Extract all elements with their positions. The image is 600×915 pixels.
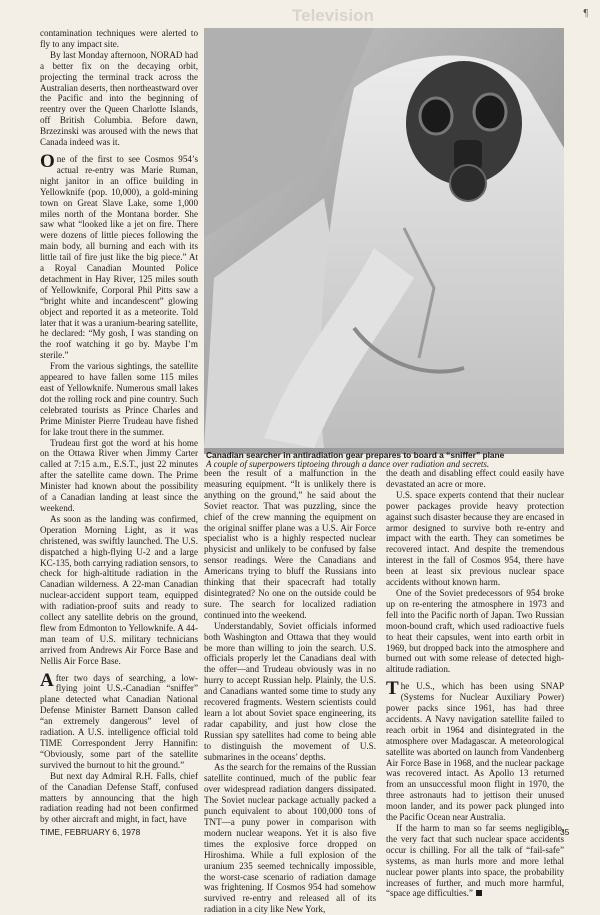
paragraph: U.S. space experts contend that their nuclear power packages provide heavy protection against such disaster because they are encased in armor designed to survive both re-entry and impact with the earth. They can sometimes be recovered intact. And despite the tremendous interest in the fall of Cosmos 954, there have been at least six previous nuclear space accidents without known harm. — [386, 489, 564, 588]
corner-mark: ¶ — [583, 8, 588, 19]
paragraph-text: fter two days of searching, a low-flying joint U.S.-Canadian “sniffer” plane detected what Canadian National Defense Minister Barnett Danson called “an extremely dangerous” level of radiation. A U.S. intelligence official told TIME Correspondent Jerry Hannifin: “Obviously, some part of the satellite survived the burnout to hit the ground.” — [40, 672, 198, 770]
column-2 — [204, 468, 376, 915]
paragraph: contamination techniques were alerted to fly to any impact site. — [40, 28, 198, 49]
paragraph: As soon as the landing was confirmed, Operation Morning Light, as it was christened, was swiftly launched. The U.S. dispatched a high-flying U-2 and a large KC-135, both carrying radiation sensors, to check for high-altitude radiation in the Canadian wilderness. A 22-man Canadian nuclear-accident support team, equipped with radiation-proof suits and ready to collect any satellite debris on the ground, flew from Edmonton to Yellowknife. A 44-man team of U.S. military technicians arrived from Andrews Air Force Base and Nellis Air Force Base. — [40, 513, 198, 666]
dropcap: T — [386, 678, 399, 700]
photo-caption-title: Canadian searcher in antiradiation gear prepares to board a “sniffer” plane — [206, 450, 505, 460]
paragraph: Trudeau first got the word at his home on the Ottawa River when Jimmy Carter called at 7:15 a.m., E.S.T., just 22 minutes after the satellite came down. The Prime Minister had known about the possibility of a Canadian landing at least since the weekend. — [40, 437, 198, 513]
footer-issue-date: TIME, FEBRUARY 6, 1978 — [40, 827, 141, 837]
paragraph: As the search for the remains of the Russian satellite continued, much of the public fear over widespread radiation dangers dissipated. The Soviet nuclear package actually packed a punch equivalent to about 100,000 tons of TNT—a puny power in comparison with modern nuclear weapons. Yet it is also five times the explosive force dropped on Hiroshima. While a full explosion of the uranium 235 seemed technically impossible, the worst-case scenario of radiation damage was frightening. If Cosmos 954 had somehow survived re-entry and released all of its radiation in a city like New York, — [204, 762, 376, 915]
column-1 — [40, 28, 198, 825]
paragraph-dropcap — [40, 669, 198, 771]
paragraph-final — [386, 823, 564, 899]
paragraph-text: he U.S., which has been using SNAP (Systems for Nuclear Auxiliary Power) power packs since 1961, has had three accidents. A Navy navigation satellite failed to reach orbit in 1964 and disintegrated in the atmosphere over Madagascar. A meteorological satellite was aborted on launch from Vandenberg Air Force Base in 1968, and the nuclear package was recovered intact. As Apollo 13 returned from an unsuccessful moon flight in 1970, the three astronauts had to jettison their unused moon lander, and its power pack plunged into the Pacific Ocean near Australia. — [386, 681, 564, 823]
photo-illustration — [204, 28, 564, 448]
column-3 — [386, 468, 564, 899]
paragraph-text: If the harm to man so far seems negligible, the very fact that such nuclear space accidents occur is chilling. For all the talk of “fail-safe” systems, as man hurls more and more lethal nuclear power plants into space, the probability increases of further, and much more harmful, “space age difficulties.” — [386, 823, 564, 899]
paragraph-text: ne of the first to see Cosmos 954’s actual re-entry was Marie Ruman, night janitor in an office building in Yellowknife (pop. 10,000), a gold-mining town on Great Slave Lake, some 1,000 miles north of the Montana border. She saw what “looked like a jet on fire. There were dozens of little pieces following the main body, all burning and each with its little tail of fire just like the big piece.” At a Royal Canadian Mounted Police detachment in Hay River, 125 miles south of Yellowknife, Corporal Phil Pitts saw a “bright white and incandescent” glowing object and reported it as a meteorite. Told later that it was a uranium-bearing satellite, he declared: “My gosh, I was standing on the roof watching it go by. Maybe I’m sterile.” — [40, 153, 198, 361]
paragraph: Understandably, Soviet officials informed both Washington and Ottawa that they would be more than willing to join the search. U.S. officials properly let the Canadians deal with the offer—and Trudeau obviously was in no hurry to accept Russian help. Plainly, the U.S. and Canadians wanted some time to study any recovered fragments. Western scientists could learn a lot about Soviet space engineering, its radar capability, and just how close the Russian spy satellites had come to being able to distinguish the movement of U.S. submarines in the oceans’ depths. — [204, 620, 376, 762]
photo-antiradiation-searcher — [204, 28, 564, 454]
paragraph: But next day Admiral R.H. Falls, chief of the Canadian Defense Staff, confused matters by announcing that the high radiation reading had not been confirmed by other aircraft and might, in fact, have — [40, 770, 198, 825]
dropcap: O — [40, 150, 55, 172]
paragraph: the death and disabling effect could easily have devastated an acre or more. — [386, 468, 564, 489]
section-watermark: Television — [292, 6, 374, 25]
paragraph-dropcap — [386, 678, 564, 823]
photo-caption-text: A couple of superpowers tiptoeing through a dance over radiation and secrets. — [206, 459, 490, 469]
end-of-article-mark — [476, 890, 482, 896]
dropcap: A — [40, 669, 54, 691]
page-number: 35 — [560, 827, 570, 837]
paragraph-dropcap — [40, 150, 198, 361]
paragraph: been the result of a malfunction in the measuring equipment. “It is unlikely there is anything on the ground,” he said about the Soviet reactor. That was puzzling, since the chief of the crew manning the equipment on the original sniffer plane was a U.S. Air Force specialist who is a highly respected nuclear physicist and unlikely to be confused by false sensor readings. Were the Canadians and Americans trying to bluff the Russians into thinking that their spacecraft had totally disintegrated? No one on the outside could be sure. The search for localized radiation continued into the weekend. — [204, 468, 376, 620]
paragraph: By last Monday afternoon, NORAD had a better fix on the decaying orbit, projecting the terminal track across the Australian deserts, then northeastward over the Pacific and into the beginning of reentry over the Queen Charlotte Islands, off British Columbia. Before dawn, Brzezinski was aroused with the news that Canada indeed was it. — [40, 49, 198, 148]
paragraph: One of the Soviet predecessors of 954 broke up on re-entering the atmosphere in 1973 and fell into the Pacific north of Japan. Two Russian moon-bound craft, which used radioactive fuels to heat their capsules, went into earth orbit in 1969, but dropped back into the atmosphere and burned out with some release of detected high-altitude radiation. — [386, 587, 564, 675]
paragraph: From the various sightings, the satellite appeared to have fallen some 115 miles east of Yellowknife. Numerous small lakes dot the rolling rock and pine country. Such celebrated tourists as Prince Charles and Prime Minister Pierre Trudeau have fished for lake trout there in the summer. — [40, 361, 198, 437]
